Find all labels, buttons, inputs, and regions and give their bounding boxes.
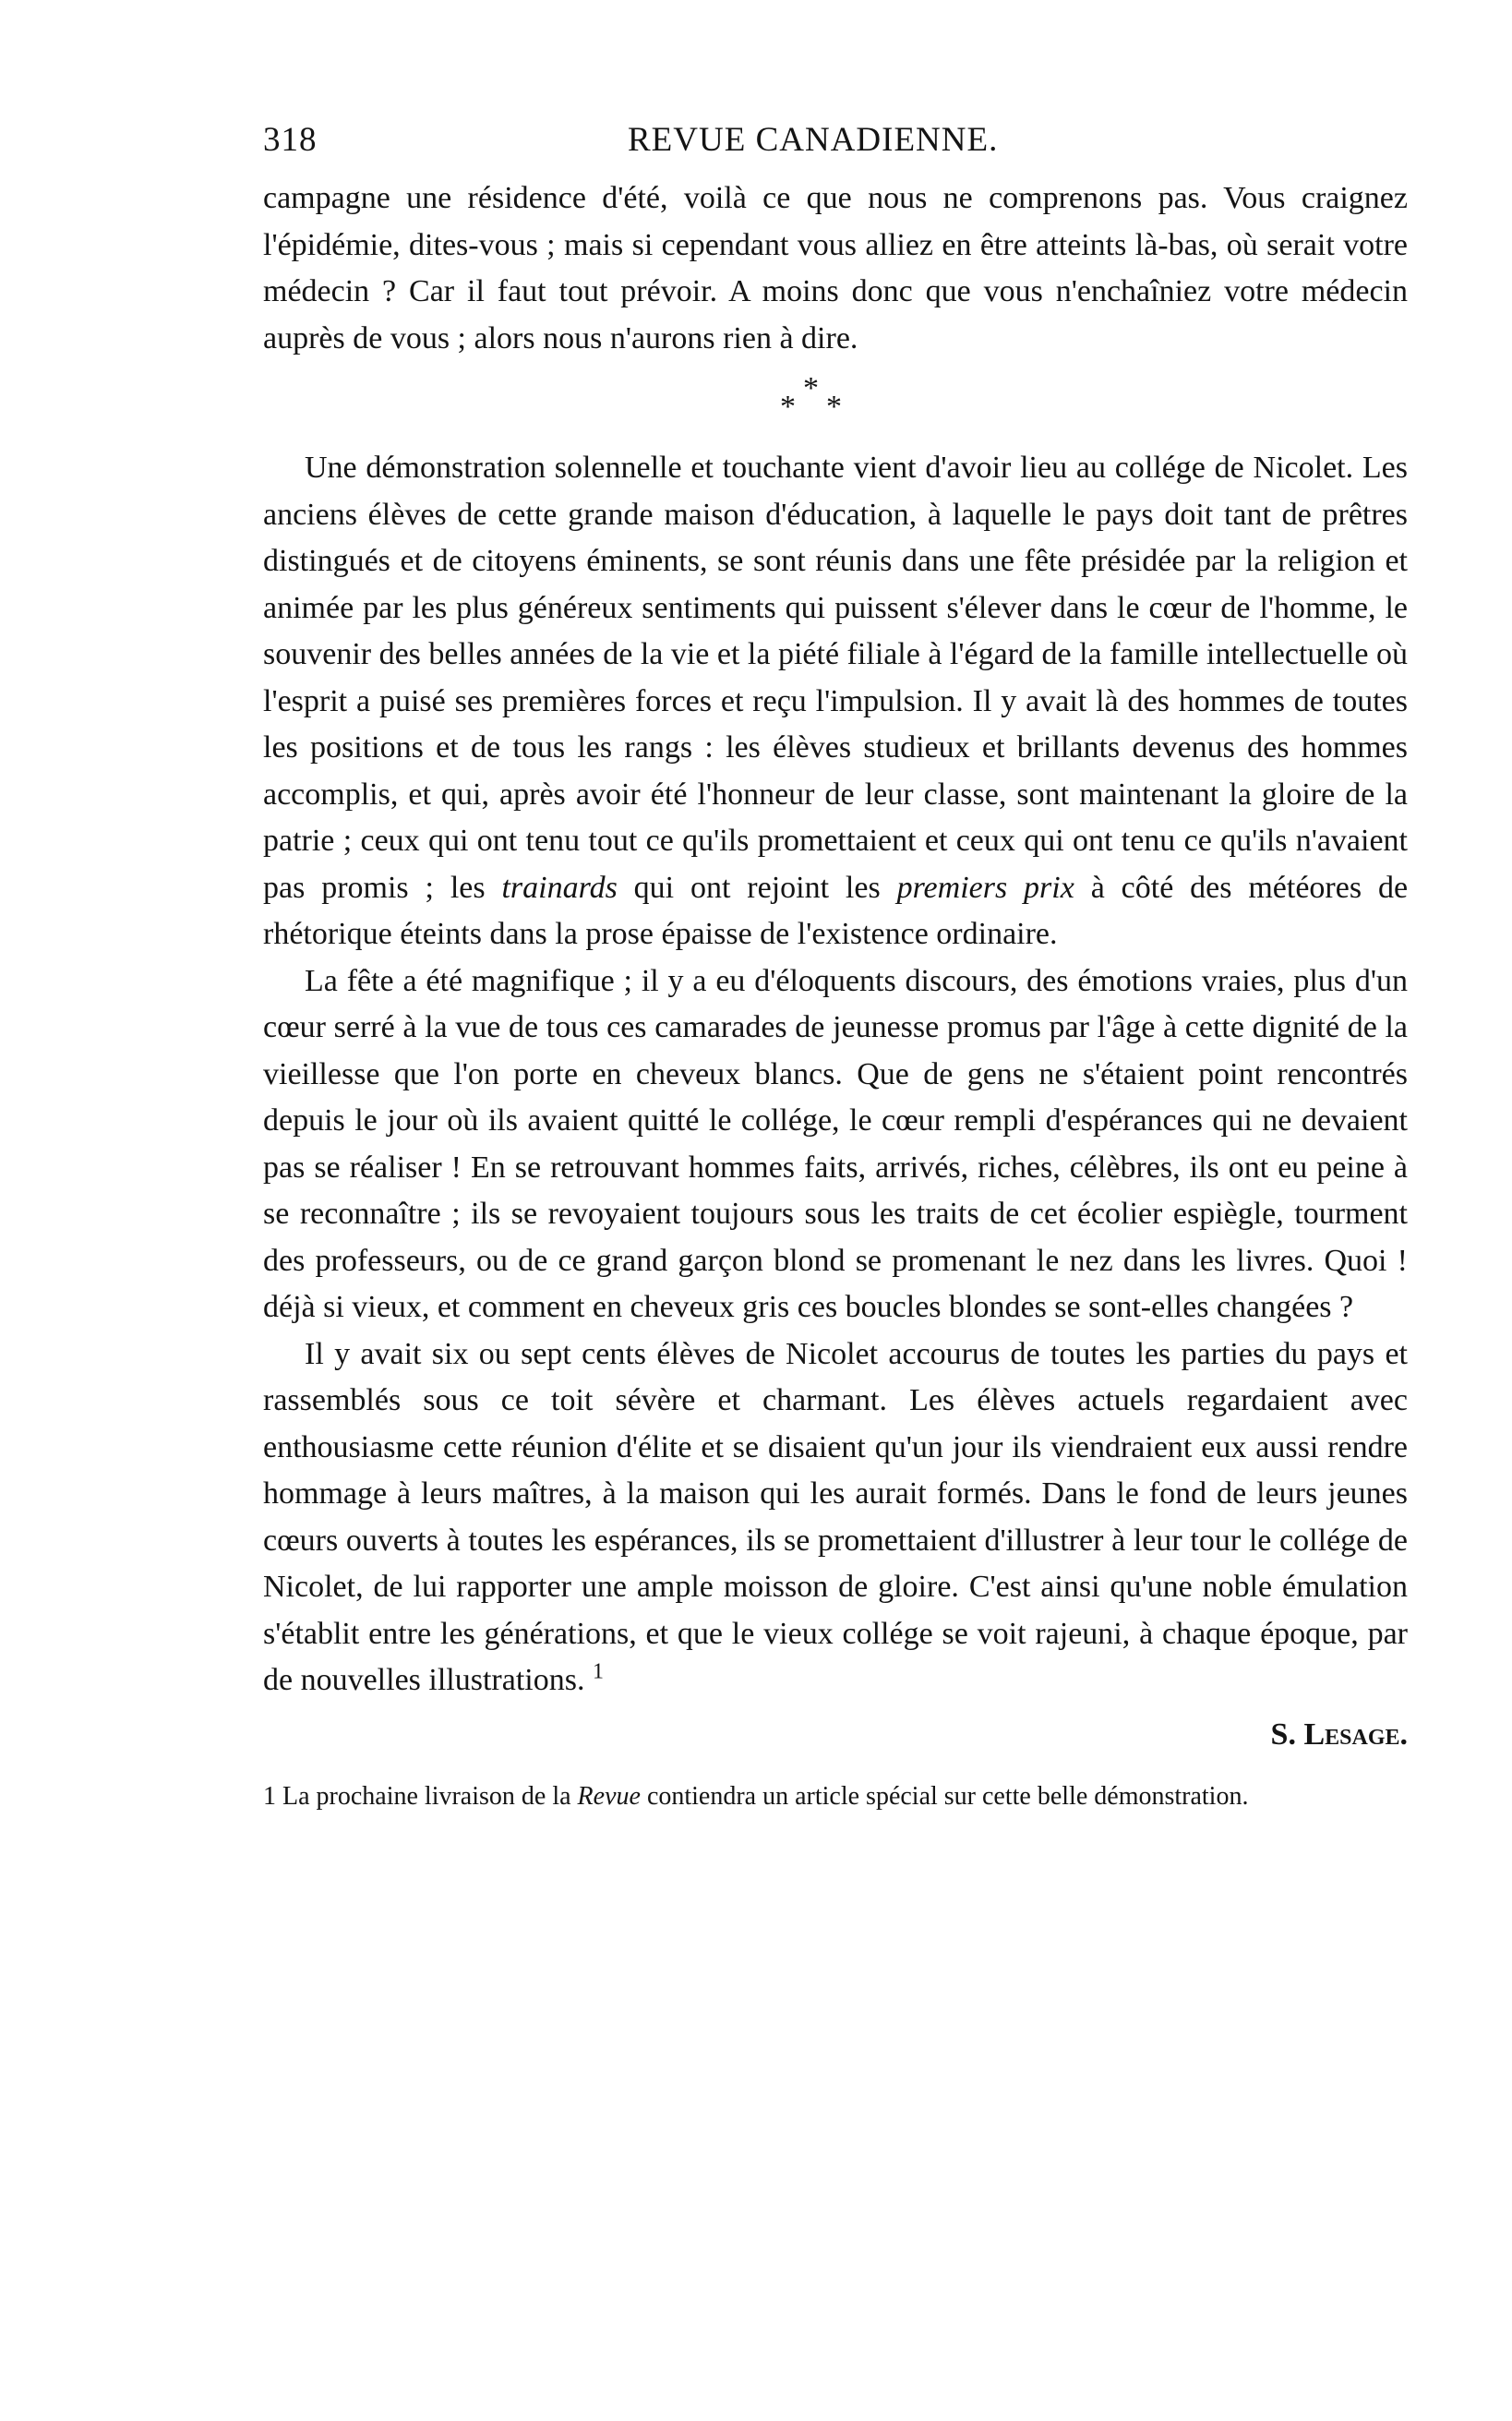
italic-term: premiers prix (896, 870, 1074, 905)
footnote-reference: 1 (592, 1659, 604, 1684)
footnote-marker: 1 (263, 1781, 276, 1811)
asterism-star: * (826, 390, 842, 424)
document-page (263, 111, 1408, 1813)
footnote-text: La prochaine livraison de la (282, 1781, 571, 1811)
paragraph-continuation: campagne une résidence d'été, voilà ce que nous ne comprenons pas. Vous craignez l'épidémie, dites-vous ; mais si cependant vous alliez en être atteints là-bas, où serait votre médecin ? Car il faut tout prévoir. A moins donc que vous n'enchaîniez votre médecin auprès de vous ; alors nous n'aurons rien à dire. (263, 181, 1408, 355)
paragraph-fete: La fête a été magnifique ; il y a eu d'éloquents discours, des émotions vraies, plus d'un cœur serré à la vue de tous ces camarades de jeunesse promus par l'âge à cette dignité de la vieillesse que l'on porte en cheveux blancs. Que de gens ne s'étaient point rencontrés depuis le jour où ils avaient quitté le collége, le cœur rempli d'espérances qui ne devaient pas se réaliser ! En se retrouvant hommes faits, arrivés, riches, célèbres, ils ont eu peine à se reconnaître ; ils se revoyaient toujours sous les traits de cet écolier espiègle, tourment des professeurs, ou de ce grand garçon blond se promenant le nez dans les livres. Quoi ! déjà si vieux, et comment en cheveux gris ces boucles blondes se sont-elles changées ? (263, 963, 1408, 1324)
paragraph-demonstration (263, 445, 1408, 958)
page-number: 318 (263, 121, 318, 159)
author-signature: S. Lesage. (1270, 1716, 1408, 1752)
asterism-separator (282, 362, 1408, 445)
paragraph-text: à côté des météores de rhétorique éteints dans la prose épaisse de l'existence ordinaire. (263, 870, 1409, 951)
footnote-italic: Revue (577, 1781, 641, 1811)
asterism-star: * (780, 390, 796, 424)
running-title: REVUE CANADIENNE. (628, 121, 999, 159)
footnote-text: contiendra un article spécial sur cette belle démonstration. (646, 1781, 1249, 1811)
paragraph-text: Une démonstration solennelle et touchante vient d'avoir lieu au collége de Nicolet. Les anciens élèves de cette grande maison d'éducation, à laquelle le pays doit tant de prêtres distingués et de citoyens éminents, se sont réunis dans une fête présidée par la religion et animée par les plus généreux sentiments qui puissent s'élever dans le cœur de l'homme, le souvenir des belles années de la vie et la piété filiale à l'égard de la famille intellectuelle où l'esprit a puisé ses premières forces et reçu l'impulsion. Il y avait là des hommes de toutes les positions et de tous les rangs : les élèves studieux et brillants devenus des hommes accomplis, et qui, après avoir été l'honneur de leur classe, sont maintenant la gloire de la patrie ; ceux qui ont tenu tout ce qu'ils promettaient et ceux qui ont tenu ce qu'ils n'avaient pas promis ; les (263, 451, 1408, 905)
page-header (263, 111, 1408, 175)
paragraph-eleves (263, 1331, 1408, 1704)
italic-term: trainards (501, 870, 618, 905)
asterism-star: * (803, 371, 819, 405)
paragraph-text: Il y avait six ou sept cents élèves de Nicolet accourus de toutes les parties du pays et rassemblés sous ce toit sévère et charmant. Les élèves actuels regardaient avec enthousiasme cette réunion d'élite et se disaient qu'un jour ils viendraient eux aussi rendre hommage à leurs maîtres, à la maison qui les aurait formés. Dans le fond de leurs jeunes cœurs ouverts à toutes les espérances, ils se promettaient d'illustrer à leur tour le collége de Nicolet, de lui rapporter une ample moisson de gloire. C'est ainsi qu'une noble émulation s'établit entre les générations, et que le vieux collége se voit rajeuni, à chaque époque, par de nouvelles illustrations. (263, 1336, 1408, 1697)
paragraph-text: qui ont rejoint les (633, 870, 881, 905)
footnote (263, 1780, 1408, 1813)
